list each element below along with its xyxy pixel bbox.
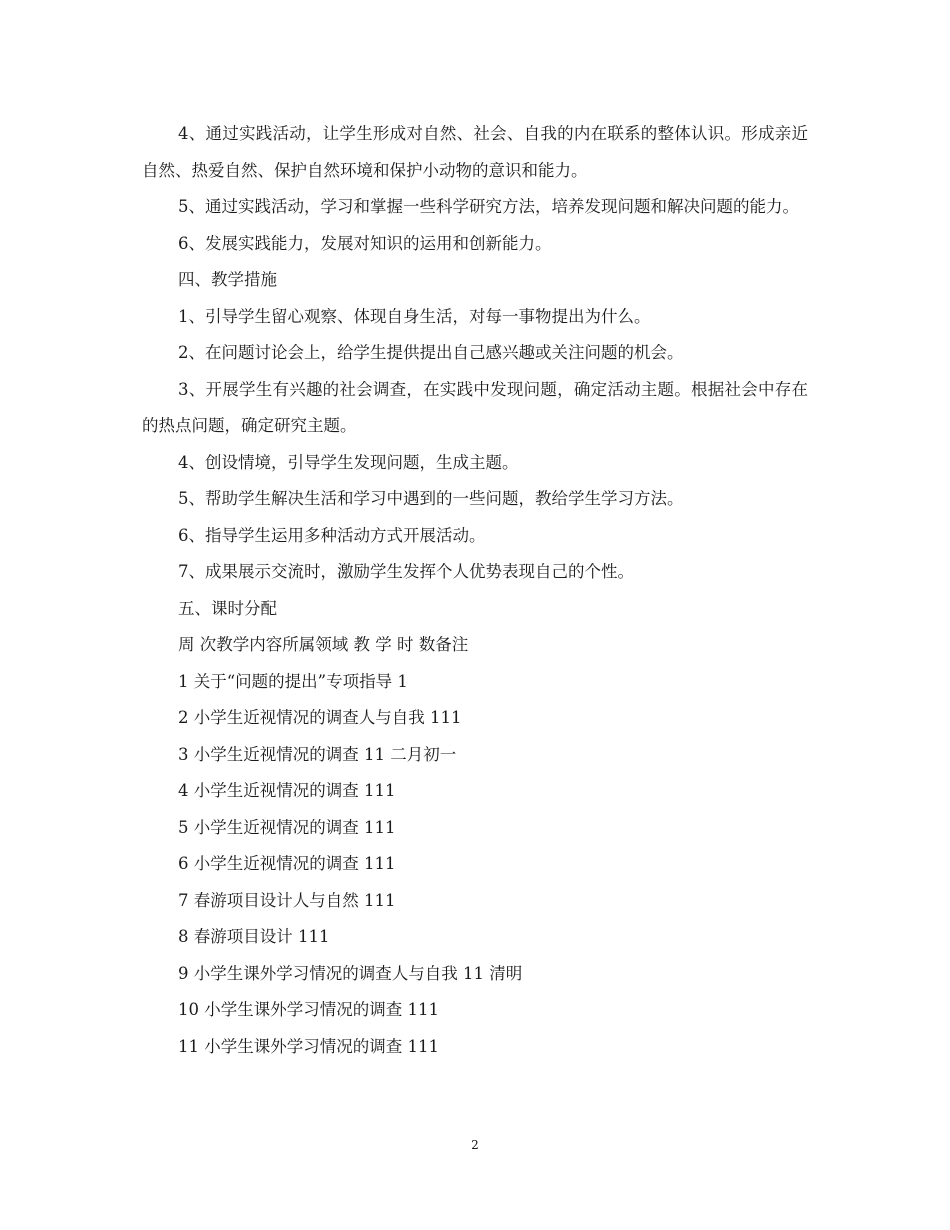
paragraph: 7、成果展示交流时，激励学生发挥个人优势表现自己的个性。 (178, 562, 634, 581)
schedule-row: 9 小学生课外学习情况的调查人与自我 11 清明 (178, 963, 523, 983)
schedule-row: 2 小学生近视情况的调查人与自我 111 (178, 708, 462, 727)
schedule-row: 1 关于“问题的提出”专项指导 1 (178, 671, 408, 691)
schedule-row: 5 小学生近视情况的调查 111 (178, 817, 396, 837)
schedule-header: 周 次教学内容所属领域 教 学 时 数备注 (178, 635, 469, 654)
page-number: 2 (471, 1138, 479, 1152)
schedule-row: 6 小学生近视情况的调查 111 (178, 854, 396, 873)
paragraph: 1、引导学生留心观察、体现自身生活，对每一事物提出为什么。 (178, 306, 651, 326)
schedule-row: 3 小学生近视情况的调查 11 二月初一 (178, 744, 457, 764)
paragraph: 6、发展实践能力，发展对知识的运用和创新能力。 (178, 233, 552, 253)
section-heading: 四、教学措施 (178, 270, 277, 289)
schedule-row: 10 小学生课外学习情况的调查 111 (178, 1000, 439, 1019)
paragraph: 5、帮助学生解决生活和学习中遇到的一些问题，教给学生学习方法。 (178, 489, 684, 508)
paragraph: 3、开展学生有兴趣的社会调查，在实践中发现问题，确定活动主题。根据社会中存在的热点问题，确定研究主题。 (142, 379, 808, 435)
paragraph: 4、通过实践活动，让学生形成对自然、社会、自我的内在联系的整体认识。形成亲近自然、热爱自然、保护自然环境和保护小动物的意识和能力。 (142, 124, 808, 180)
page-body (142, 116, 808, 1065)
paragraph: 4、创设情境，引导学生发现问题，生成主题。 (178, 452, 519, 472)
schedule-row: 11 小学生课外学习情况的调查 111 (178, 1036, 439, 1056)
paragraph: 5、通过实践活动，学习和掌握一些科学研究方法，培养发现问题和解决问题的能力。 (178, 197, 799, 216)
schedule-row: 8 春游项目设计 111 (178, 927, 330, 946)
schedule-row: 4 小学生近视情况的调查 111 (178, 781, 396, 800)
schedule-row: 7 春游项目设计人与自然 111 (178, 890, 396, 910)
paragraph: 6、指导学生运用多种活动方式开展活动。 (178, 525, 486, 545)
section-heading: 五、课时分配 (178, 598, 277, 618)
paragraph: 2、在问题讨论会上，给学生提供提出自己感兴趣或关注问题的机会。 (178, 343, 684, 362)
